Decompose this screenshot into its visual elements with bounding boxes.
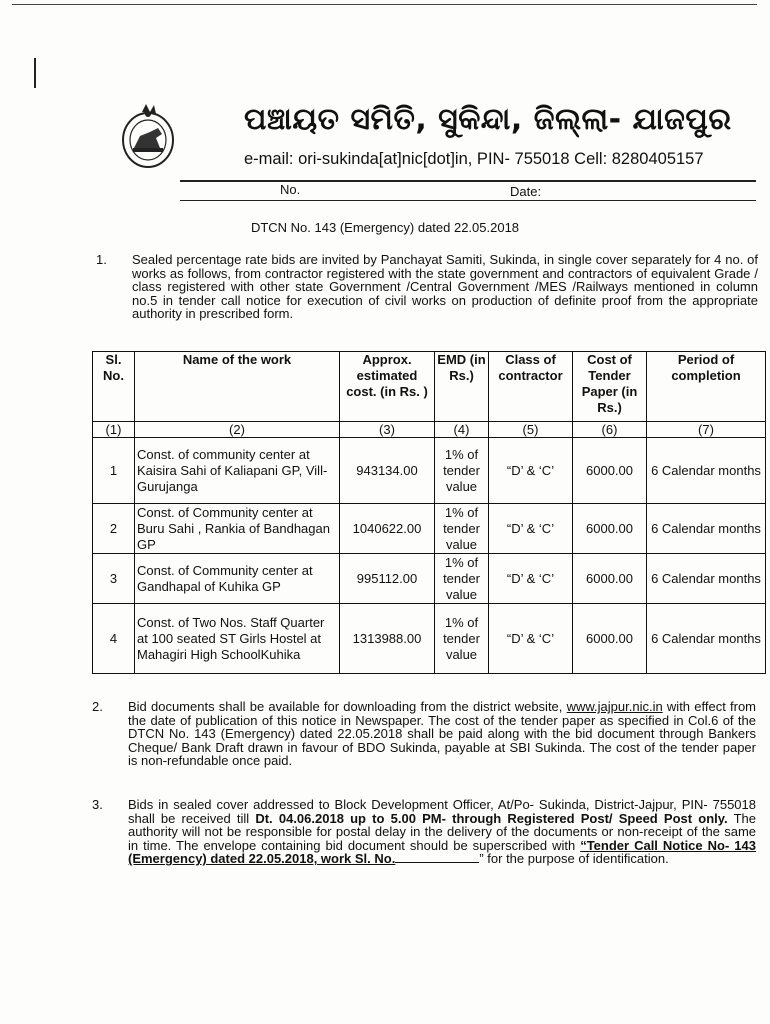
col-num: (6): [573, 422, 647, 438]
para3-text: [128, 798, 756, 866]
margin-mark: [34, 58, 36, 88]
table-row: [93, 504, 766, 554]
row-sl: 2: [93, 504, 135, 554]
office-title-odia: ପଞ୍ଚାୟତ ସମିତି, ସୁକିନ୍ଦା, ଜିଲ୍ଲା- ଯାଜପୁର: [244, 102, 732, 137]
row-emd: 1% of tender value: [435, 554, 489, 604]
header-emd: EMD (in Rs.): [435, 352, 489, 422]
header-estimated-cost: Approx. estimated cost. (in Rs. ): [340, 352, 435, 422]
row-cost: 1040622.00: [340, 504, 435, 554]
row-class: “D’ & ‘C’: [489, 438, 573, 504]
col-num: (3): [340, 422, 435, 438]
para3-superscription: “Tender Call Notice No- 143 (Emergency) dated 22.05.2018, work Sl. No.: [128, 837, 756, 867]
odisha-emblem-icon: [120, 102, 176, 170]
col-num: (2): [135, 422, 340, 438]
row-cost: 995112.00: [340, 554, 435, 604]
work-sl-blank: [395, 862, 479, 863]
para1-text: Sealed percentage rate bids are invited by Panchayat Samiti, Sukinda, in single cover separately for 4 no. of works as follows, from contractor registered with the state government and contractors of equivalent Grade / class registered with other state Government /Central Government /MES /Railways mentioned in column no.5 in tender call notice for execution of civil works on production of definite proof from the appropriate authority in prescribed form.: [132, 252, 758, 322]
row-paper-cost: 6000.00: [573, 554, 647, 604]
row-period: 6 Calendar months: [647, 504, 766, 554]
column-number-row: [93, 422, 766, 438]
row-emd: 1% of tender value: [435, 504, 489, 554]
row-work: Const. of Two Nos. Staff Quarter at 100 seated ST Girls Hostel at Mahagiri High SchoolKuhika: [135, 604, 340, 674]
para3-number: 3.: [92, 797, 103, 812]
header-completion-period: Period of completion: [647, 352, 766, 422]
table-row: [93, 438, 766, 504]
district-website-link[interactable]: www.jajpur.nic.in: [566, 699, 663, 714]
row-sl: 4: [93, 604, 135, 674]
header-contractor-class: Class of contractor: [489, 352, 573, 422]
para3-text-c: ” for the purpose of identification.: [479, 851, 669, 867]
letter-no-label: No.: [280, 182, 301, 197]
para3-text-a: Bids in sealed cover addressed to Block Development Officer, At/Po- Sukinda, District-Jajpur, PIN- 755018 shall be received till: [128, 797, 756, 826]
table-row: [93, 554, 766, 604]
row-emd: 1% of tender value: [435, 438, 489, 504]
col-num: (4): [435, 422, 489, 438]
para3-deadline: Dt. 04.06.2018 up to 5.00 PM- through Registered Post/ Speed Post only.: [255, 810, 728, 826]
row-period: 6 Calendar months: [647, 554, 766, 604]
dtcn-title: DTCN No. 143 (Emergency) dated 22.05.2018: [250, 220, 520, 235]
para2-text-b: with effect from the date of publication of this notice in Newspaper. The cost of the tender paper as specified in Col.6 of the DTCN No. 143 (Emergency) dated 22.05.2018 shall be paid along with the bid document through Bankers Cheque/ Bank Draft drawn in favour of BDO Sukinda, payable at SBI Sukinda. The cost of the tender paper is non-refundable once paid.: [128, 699, 757, 769]
table-row: [93, 604, 766, 674]
row-paper-cost: 6000.00: [573, 504, 647, 554]
row-paper-cost: 6000.00: [573, 604, 647, 674]
header-divider: [180, 180, 756, 182]
letter-date-label: Date:: [510, 184, 542, 199]
row-cost: 1313988.00: [340, 604, 435, 674]
row-class: “D’ & ‘C’: [489, 554, 573, 604]
page-top-edge: [12, 4, 757, 5]
header-sl-no: Sl. No.: [93, 352, 135, 422]
row-work: Const. of Community center at Gandhapal of Kuhika GP: [135, 554, 340, 604]
row-sl: 1: [93, 438, 135, 504]
col-num: (5): [489, 422, 573, 438]
header-divider-2: [180, 200, 756, 201]
para2-text-a: Bid documents shall be available for downloading from the district website,: [128, 699, 567, 714]
para2-number: 2.: [92, 699, 103, 714]
row-cost: 943134.00: [340, 438, 435, 504]
contact-line: e-mail: ori-sukinda[at]nic[dot]in, PIN- 755018 Cell: 8280405157: [244, 150, 704, 168]
para2-text: [128, 700, 756, 768]
para3-text-b: The authority will not be responsible for postal delay in the delivery of the documents or non-receipt of the same in time. The envelope containing bid document should be superscribed with: [128, 810, 757, 853]
row-emd: 1% of tender value: [435, 604, 489, 674]
header-work-name: Name of the work: [135, 352, 340, 422]
row-period: 6 Calendar months: [647, 438, 766, 504]
row-class: “D’ & ‘C’: [489, 504, 573, 554]
header-tender-paper-cost: Cost of Tender Paper (in Rs.): [573, 352, 647, 422]
works-table: [92, 351, 766, 674]
col-num: (1): [93, 422, 135, 438]
row-class: “D’ & ‘C’: [489, 604, 573, 674]
row-work: Const. of community center at Kaisira Sahi of Kaliapani GP, Vill-Gurujanga: [135, 438, 340, 504]
row-period: 6 Calendar months: [647, 604, 766, 674]
para1-number: 1.: [96, 252, 107, 267]
row-paper-cost: 6000.00: [573, 438, 647, 504]
row-sl: 3: [93, 554, 135, 604]
table-header-row: [93, 352, 766, 422]
col-num: (7): [647, 422, 766, 438]
row-work: Const. of Community center at Buru Sahi , Rankia of Bandhagan GP: [135, 504, 340, 554]
